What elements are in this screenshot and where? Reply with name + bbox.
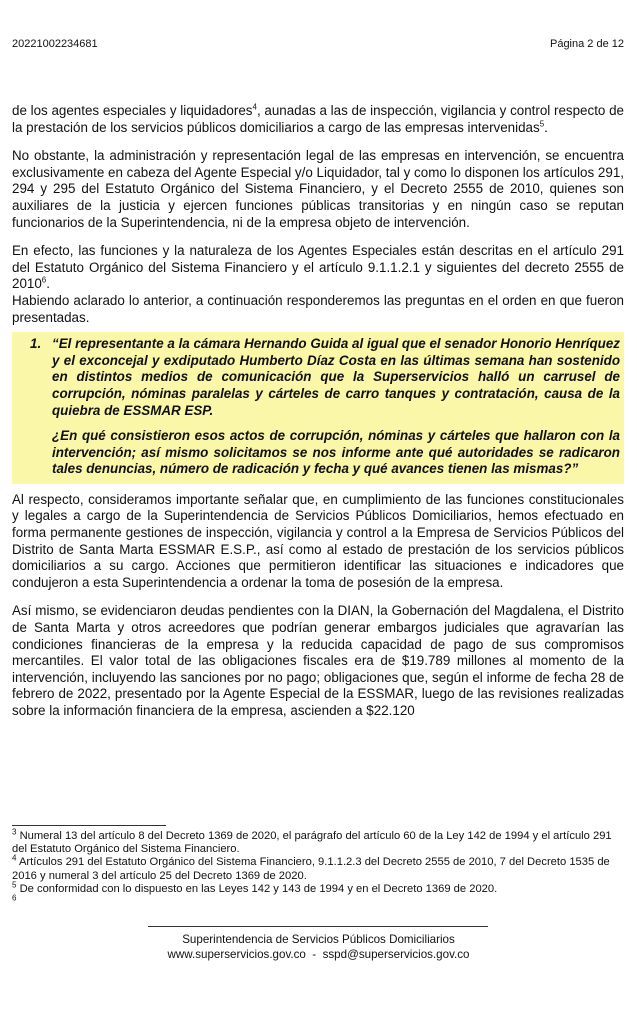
footnote-divider bbox=[12, 825, 166, 826]
footnote: $^3$ Numeral 13 del artículo 8 del Decreto 1369 de 2020, el parágrafo del artículo 60 de la Ley 142 de 1994 y el artículo 291 del Estatuto Orgánico del Sistema Financiero. bbox=[12, 827, 612, 856]
paragraph: Así mismo, se evidenciaron deudas pendientes con la DIAN, la Gobernación del Magdalena, el Distrito de Santa Marta y otros acreedores que podrían generar embargos judiciales que agravarían las condiciones financieras de la empresa y la reducida capacidad de pago de sus compromisos mercantiles. El valor total de las obligaciones fiscales era de $19.789 millones al momento de la intervención, incluyendo las sanciones por no pago; obligaciones que, según el informe de fecha 28 de febrero de 2022, presentado por la Agente Especial de la ESSMAR, luego de las revisiones realizadas sobre la información financiera de la empresa, ascienden a $22.120 bbox=[12, 603, 624, 718]
footer-org: Superintendencia de Servicios Públicos Domiciliarios bbox=[182, 933, 455, 946]
paragraph: En efecto, las funciones y la naturaleza de los Agentes Especiales están descritas en el artículo 291 del Estatuto Orgánico del Sistema Financiero y el artículo 9.1.1.2.1 y siguientes del decreto 2555 de 2010$^6$. bbox=[12, 243, 624, 292]
paragraph: Habiendo aclarado lo anterior, a continuación responderemos las preguntas en el orden en que fueron presentadas. bbox=[12, 292, 624, 325]
paragraph: Al respecto, consideramos importante señalar que, en cumplimiento de las funciones constitucionales y legales a cargo de la Superintendencia de Servicios Públicos Domiciliarios, hemos efectuado en forma permanente gestiones de inspección, vigilancia y control a la Empresa de Servicios Públicos del Distrito de Santa Marta ESSMAR E.S.P., así como al estado de prestación de los servicios públicos domiciliarios a su cargo. Acciones que permitieron identificar las situaciones e indicadores que condujeron a esta Superintendencia a ordenar la toma de posesión de la empresa. bbox=[12, 491, 624, 590]
footnote-ref: 5 bbox=[539, 119, 545, 129]
page-number: Página 2 de 12 bbox=[549, 38, 624, 50]
page-header bbox=[12, 38, 624, 54]
document-id: 20221002234681 bbox=[12, 38, 98, 50]
highlighted-question bbox=[12, 332, 624, 484]
paragraph: No obstante, la administración y representación legal de las empresas en intervención, se encuentra exclusivamente en cabeza del Agente Especial y/o Liquidador, tal y como lo disponen los artículos 291, 294 y 295 del Estatuto Orgánico del Sistema Financiero, y el Decreto 2555 de 2010, quienes son auxiliares de la justicia y ejercen funciones públicas transitorias y en ningún caso se reputan funcionarios de la Superintendencia, ni de la empresa objeto de intervención. bbox=[12, 148, 624, 230]
footnote: $^4$ Artículos 291 del Estatuto Orgánico del Sistema Financiero, 9.1.1.2.3 del Decreto 2555 de 2010, 7 del Decreto 1535 de 2016 y numeral 3 del artículo 25 del Decreto 1369 de 2020. bbox=[12, 853, 610, 882]
footnote: $^5$ De conformidad con lo dispuesto en las Leyes 142 y 143 de 1994 y en el Decreto 1369 de 2020. bbox=[12, 880, 498, 895]
footer-contact: www.superservicios.gov.co - sspd@superservicios.gov.co bbox=[167, 947, 470, 961]
footnote-ref: 6 bbox=[41, 275, 47, 285]
footnote: 6 bbox=[12, 893, 17, 903]
page-footer bbox=[0, 933, 637, 962]
footnotes bbox=[12, 827, 622, 909]
footnote-ref: 4 bbox=[252, 102, 257, 112]
footer-divider bbox=[148, 926, 488, 927]
paragraph: de los agentes especiales y liquidadores$^4$, aunadas a las de inspección, vigilancia y control respecto de la prestación de los servicios públicos domiciliarios a cargo de las empresas intervenidas$^5$. bbox=[12, 102, 624, 135]
document-body bbox=[12, 103, 624, 720]
question-text: “El representante a la cámara Hernando Guida al igual que el senador Honorio Henríquez y el exconcejal y exdiputado Humberto Díaz Costa en las últimas semana han sostenido en distintos medios de comunicación que la Superservicios halló un carrusel de corrupción, nóminas paralelas y cárteles de carro tanques y contratación, causa de la quiebra de ESSMAR ESP. bbox=[52, 336, 620, 418]
question-number: 1. bbox=[30, 336, 42, 352]
question-text: ¿En qué consistieron esos actos de corrupción, nóminas y cárteles que hallaron con la intervención; así mismo solicitamos se nos informe ante qué autoridades se radicaron tales denuncias, número de radicación y fecha y qué avances tienen las mismas?” bbox=[52, 428, 620, 477]
